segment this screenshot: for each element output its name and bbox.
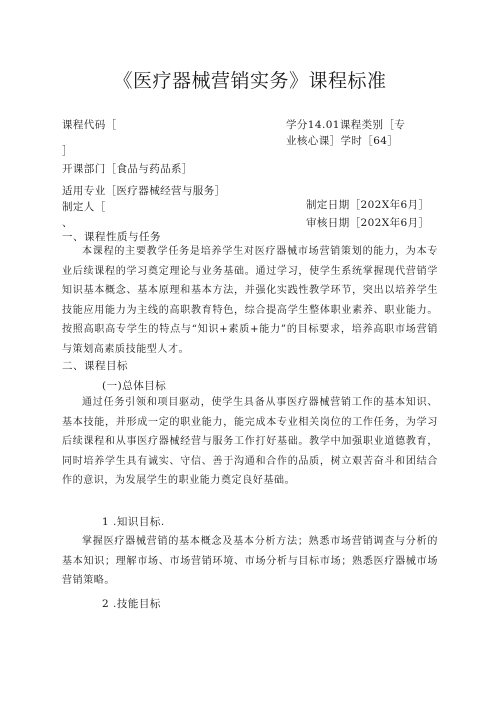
item-heading-skills: 2 .技能目标	[102, 598, 161, 610]
credits-hours-label: 业核心课］学时［64］	[286, 135, 399, 147]
subsection-heading-overall: (一)总体目标	[102, 380, 167, 392]
document-title: 《医疗器械营销实务》课程标准	[113, 70, 387, 92]
section-paragraph-knowledge: 掌握医疗器械营销的基本概念及基本分析方法；熟悉市场营销调查与分析的基本知识；理解市场、市场营销环境、市场分析与目标市场；熟悉医疗器械市场营销策略。	[62, 536, 438, 586]
section-paragraph-overall: 通过任务引领和项目驱动，使学生具备从事医疗器械营销工作的基本知识、基本技能，并形成一定的职业能力，能完成本专业相关岗位的工作任务，为学习后续课程和从事医疗器械经营与服务工作打好基础。教学中加强职业道德教育，同时培养学生具有诚实、守信、善于沟通和合作的品质，树立艰苦奋斗和团结合作的意识，为发展学生的职业能力奠定良好基础。	[62, 397, 438, 486]
dash-mark: 、	[62, 217, 73, 229]
item-heading-knowledge: 1 .知识目标.	[102, 516, 165, 528]
department-label: 开课部门［食品与药品系］	[62, 163, 193, 175]
section-heading-nature: 一、课程性质与任务	[62, 231, 161, 243]
section-heading-goals: 二、课程目标	[62, 360, 128, 372]
draft-date-label: 制定日期［202X年6月］	[306, 199, 430, 211]
course-code-label: 课程代码［	[62, 119, 117, 131]
review-date-label: 审核日期［202X年6月］	[306, 217, 430, 229]
bracket-close: ］	[62, 145, 73, 157]
section-paragraph-nature: 本课程的主要教学任务是培养学生对医疗器械市场营销策划的能力，为本专业后续课程的学习奠定理论与业务基础。通过学习，使学生系统掌握现代营销学知识基本概念、基本原理和基本方法，并强化实践性教学环节，突出以培养学生技能应用能力为主线的高职教育特色，综合提高学生整体职业素养、职业能力。按照高职高专学生的特点与“知识+素质+能力”的目标要求，培养高职市场营销与策划高素质技能型人才。	[62, 246, 438, 355]
author-label: 制定人［	[62, 201, 106, 213]
credits-type-label: 学分14.01课程类别［专	[286, 119, 406, 131]
major-label: 适用专业［医疗器械经营与服务］	[62, 185, 226, 197]
